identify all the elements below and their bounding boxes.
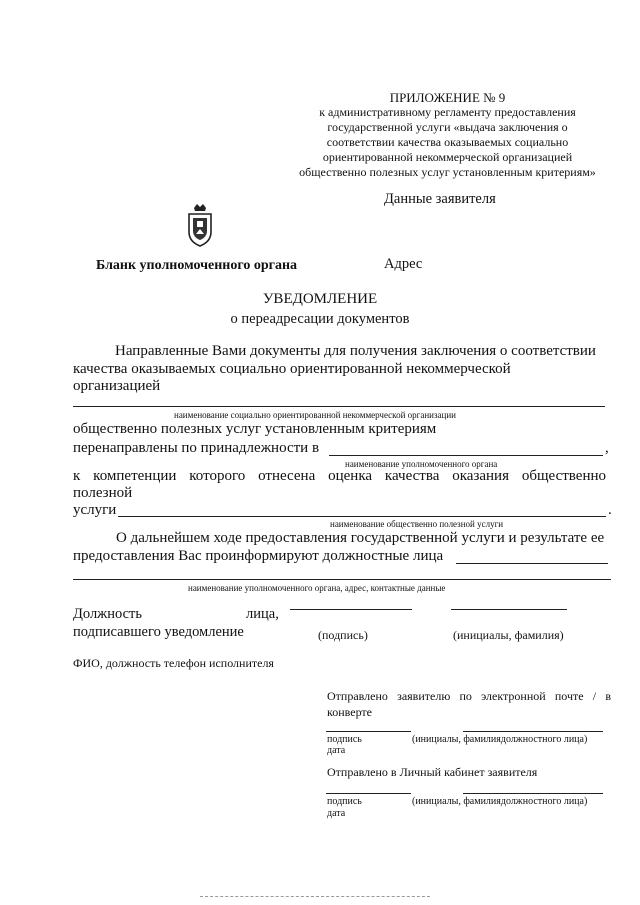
body-text: услуги <box>73 502 117 518</box>
body-text: перенаправлены по принадлежности в <box>73 440 320 456</box>
email-sign-line <box>326 731 411 732</box>
email-name-line <box>463 731 603 732</box>
body-text: полезной <box>73 485 133 501</box>
notice-title: УВЕДОМЛЕНИЕ <box>262 291 378 307</box>
body-text: Направленные Вами документы для получения заключения о соответствии <box>115 343 596 359</box>
appendix-line: общественно полезных услуг установленным критериям» <box>299 165 596 179</box>
page-edge-artifact <box>200 896 430 897</box>
person-label: лица, <box>246 606 279 622</box>
contacts-line <box>73 579 611 580</box>
cabinet-date-caption: дата <box>327 808 346 819</box>
cabinet-sign-line <box>326 793 411 794</box>
authority-name-line <box>329 455 603 456</box>
name-line <box>451 609 567 610</box>
sent-cabinet-text: Отправлено в Личный кабинет заявителя <box>327 765 538 779</box>
appendix-line: к административному регламенту предоставления <box>319 105 576 119</box>
email-sign-caption: подпись <box>327 734 362 745</box>
appendix-title: ПРИЛОЖЕНИЕ № 9 <box>389 90 506 105</box>
authority-form-label: Бланк уполномоченного органа <box>96 258 298 273</box>
executor-label: ФИО, должность телефон исполнителя <box>73 656 274 670</box>
org-name-line <box>73 406 605 407</box>
caption: наименование уполномоченного органа, адрес, контактные данные <box>188 583 446 593</box>
cabinet-sign-caption: подпись <box>327 796 362 807</box>
body-text: О дальнейшем ходе предоставления государственной услуги и результате ее <box>116 530 605 546</box>
email-name-caption: (инициалы, фамилиядолжностного лица) <box>412 734 588 745</box>
body-text: общественно полезных услуг установленным критериям <box>73 421 437 437</box>
caption: наименование уполномоченного органа <box>345 459 498 469</box>
cabinet-name-line <box>463 793 603 794</box>
caption: наименование общественно полезной услуги <box>330 519 504 529</box>
name-caption: (инициалы, фамилия) <box>453 628 564 642</box>
body-text: организацией <box>73 378 161 394</box>
signature-caption: (подпись) <box>318 628 368 642</box>
body-text: к компетенции которого отнесена оценка качества оказания общественно <box>73 468 606 484</box>
caption: наименование социально ориентированной некоммерческой организации <box>174 410 456 420</box>
signed-label: подписавшего уведомление <box>73 624 244 640</box>
position-label: Должность <box>73 606 142 622</box>
punctuation: . <box>608 502 612 518</box>
sent-email-text: конверте <box>327 705 372 719</box>
service-name-line <box>118 516 606 517</box>
appendix-line: государственной услуги «выдача заключения о <box>327 120 568 134</box>
body-text: качества оказываемых социально ориентированной некоммерческой <box>73 361 511 377</box>
appendix-line: соответствии качества оказываемых социально <box>326 135 569 149</box>
notice-subtitle: о переадресации документов <box>230 311 410 327</box>
applicant-data-label: Данные заявителя <box>384 191 496 207</box>
punctuation: , <box>605 440 609 456</box>
address-label: Адрес <box>384 256 423 272</box>
cabinet-name-caption: (инициалы, фамилиядолжностного лица) <box>412 796 588 807</box>
signature-line <box>290 609 412 610</box>
appendix-block <box>290 90 605 180</box>
body-text: предоставления Вас проинформируют должностные лица <box>73 548 444 564</box>
official-line <box>456 563 608 564</box>
email-date-caption: дата <box>327 745 346 756</box>
sent-email-text: Отправлено заявителю по электронной почте / в <box>327 689 611 703</box>
coat-of-arms-icon <box>185 202 215 248</box>
appendix-line: ориентированной некоммерческой организацией <box>322 150 573 164</box>
